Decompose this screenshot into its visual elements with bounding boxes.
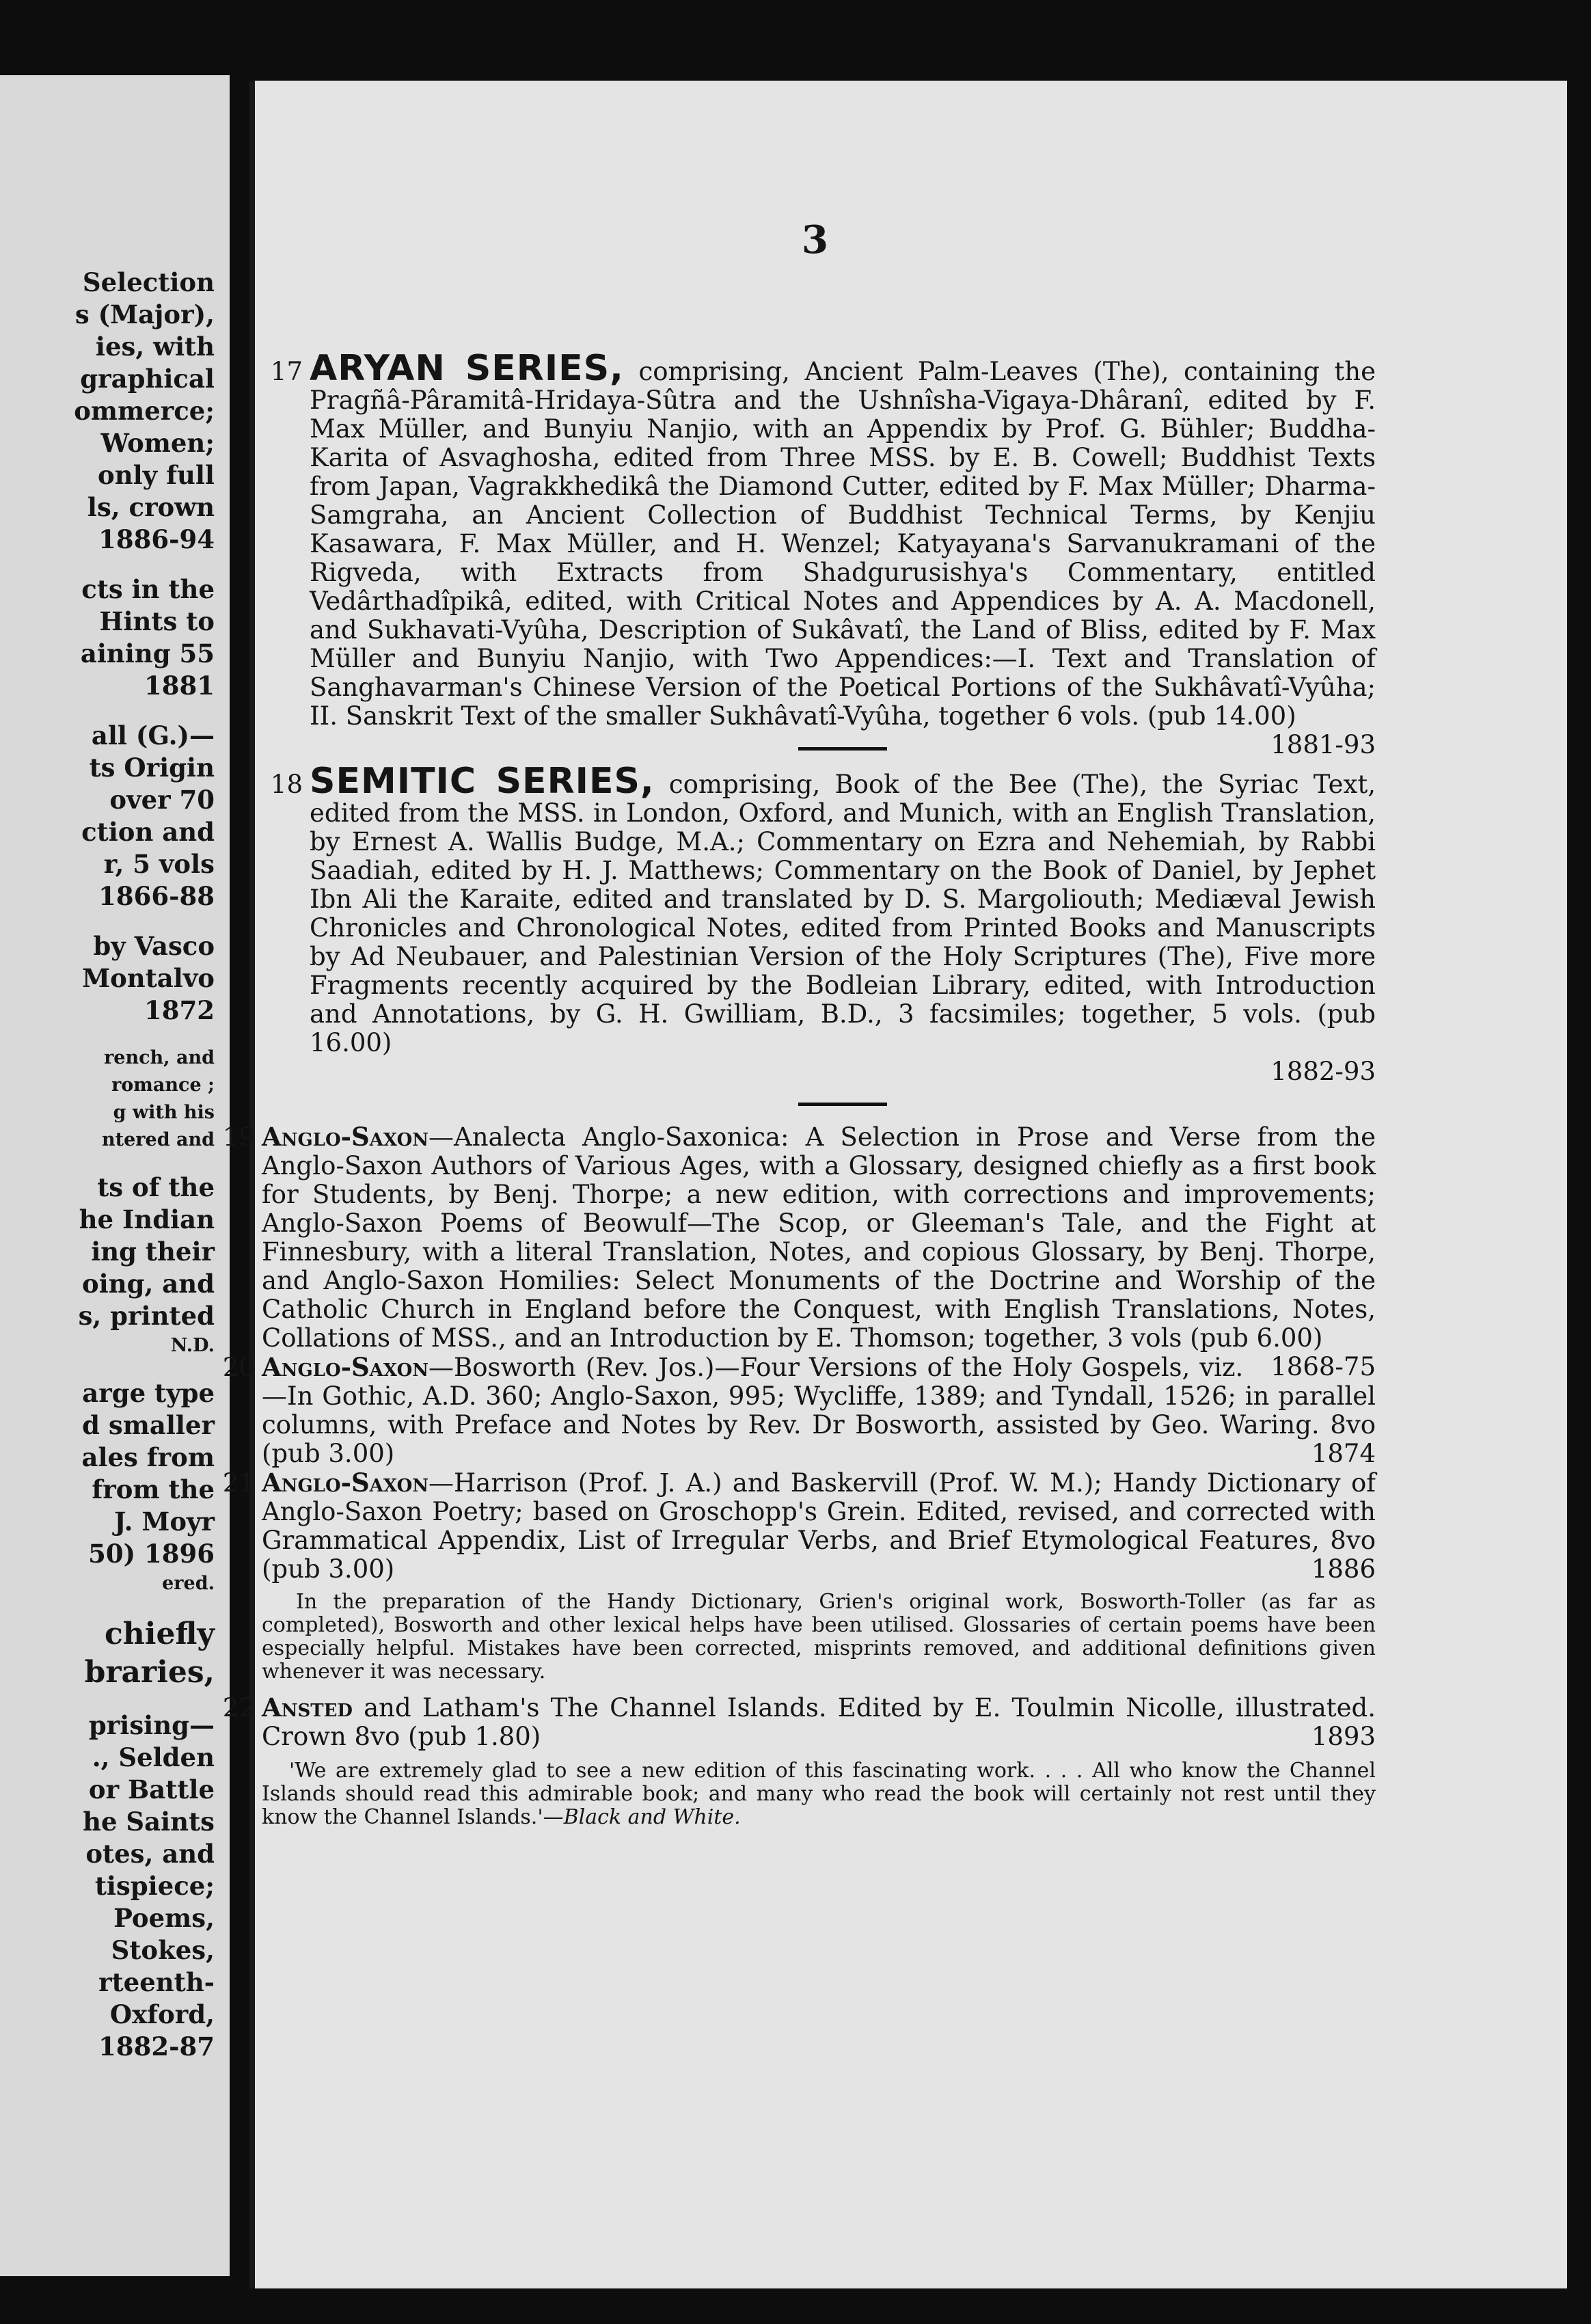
left-fragment-line: or Battle <box>88 1774 215 1805</box>
left-fragment-line: ., Selden <box>92 1742 215 1772</box>
entry-date: 1886 <box>1311 1554 1376 1584</box>
left-fragment-line: 50) 1896 <box>88 1539 215 1569</box>
adjacent-page-fragment <box>0 75 230 2276</box>
left-fragment-line <box>0 913 215 930</box>
left-fragment-line: s (Major), <box>74 299 215 329</box>
entry-text: —Analecta Anglo-Saxonica: A Selection in Prose and Verse from the Anglo-Saxon Authors of Various Ages, with a Glossary, designed chiefly as a first book for Students, by Benj. Thorpe; a new edition, with corrections and improvements; Anglo-Saxon Poems of Beowulf—The Scop, or Gleeman's Tale, and the Fight at Finnesbury, with a literal Translation, Notes, and copious Glossary, by Benj. Thorpe, and Anglo-Saxon Homilies: Select Monuments of the Doctrine and Worship of the Catholic Church in England before the Conquest, with English Translations, Notes, Collations of MSS., and an Introduction by E. Thomson; together, 3 vols (pub 6.00) <box>262 1122 1376 1353</box>
left-fragment-line: 1882-87 <box>98 2031 215 2062</box>
left-fragment-line: from the <box>92 1474 215 1504</box>
left-fragment-line: only full <box>98 460 215 490</box>
left-fragment-line: all (G.)— <box>91 720 215 751</box>
left-fragment-line <box>0 1597 215 1615</box>
left-fragment-line: ing their <box>91 1237 215 1267</box>
left-fragment-line: ntered and <box>102 1129 215 1150</box>
left-fragment-line: r, 5 vols <box>103 849 215 879</box>
left-fragment-line: rteenth- <box>98 1967 215 1997</box>
left-fragment-line: J. Moyr <box>113 1506 215 1537</box>
left-fragment-line: s, printed <box>78 1301 215 1331</box>
left-fragment-line: N.D. <box>170 1335 215 1356</box>
page-content <box>222 272 1376 1829</box>
entry-21-note: In the preparation of the Handy Dictionary, Grien's original work, Bosworth-Toller (as far as completed), Bosworth and other lexical helps have been utilised. Glossaries of certain poems have been especially helpful. Mistakes have been corrected, misprints removed, and additional definitions given whenever it was necessary. <box>262 1590 1376 1684</box>
entry-text: comprising, Book of the Bee (The), the Syriac Text, edited from the MSS. in London, Oxford, and Munich, with an English Translation, by Ernest A. Wallis Budge, M.A.; Commentary on Ezra and Nehemiah, by Rabbi Saadiah, edited by H. J. Matthews; Commentary on the Book of Daniel, by Jephet Ibn Ali the Karaite, edited and translated by D. S. Margoliouth; Mediæval Jewish Chronicles and Chronological Notes, edited from Printed Books and Manuscripts by Ad Neubauer, and Palestinian Version of the Holy Scriptures (The), Five more Fragments recently acquired by the Bodleian Library, edited, with Introduction and Annotations, by G. H. Gwilliam, B.D., 3 facsimiles; together, 5 vols. (pub 16.00) <box>310 770 1376 1057</box>
entry-number: 20 <box>222 1353 255 1382</box>
left-fragment-line: ls, crown <box>87 492 215 522</box>
left-fragment-line: ales from <box>81 1442 215 1472</box>
left-fragment-line <box>0 1154 215 1172</box>
entry-20 <box>222 1352 1376 1468</box>
left-fragment-line: ommerce; <box>74 396 215 426</box>
left-fragment-line: prising— <box>88 1710 215 1740</box>
quote-text: 'We are extremely glad to see a new edition of this fascinating work. . . . All who know the Channel Islands should read this admirable book; and many who read the book will certainly not rest until they know the Channel Islands.'— <box>262 1759 1376 1829</box>
left-fragment-line <box>0 1027 215 1044</box>
left-fragment-line: otes, and <box>85 1839 215 1869</box>
entry-date: 1882-93 <box>1270 1057 1376 1086</box>
entry-21 <box>222 1468 1376 1584</box>
left-fragment-line: by Vasco <box>93 931 215 961</box>
left-fragment-line: Oxford, <box>109 1999 215 2029</box>
left-fragment-line: romance ; <box>111 1075 215 1096</box>
left-fragment-line: Hints to <box>99 606 215 636</box>
entry-22-quote <box>262 1759 1376 1829</box>
left-fragment-line: he Saints <box>83 1807 215 1837</box>
entry-date: 1874 <box>1311 1439 1376 1468</box>
left-fragment-line: over 70 <box>109 785 215 815</box>
entry-heading: SEMITIC SERIES, <box>310 761 655 802</box>
entry-heading: Anglo-Saxon <box>262 1122 429 1152</box>
entry-heading: Anglo-Saxon <box>262 1352 429 1382</box>
left-fragment-line: 1872 <box>144 995 215 1025</box>
left-fragment-line: tispiece; <box>94 1871 215 1901</box>
entry-number: 19 <box>222 1122 255 1152</box>
entry-text: and Latham's The Channel Islands. Edited by E. Toulmin Nicolle, illustrated. Crown 8vo (pub 1.80) <box>262 1693 1376 1751</box>
left-fragment-line: ies, with <box>95 332 215 362</box>
left-fragment-line: ction and <box>81 817 215 847</box>
left-fragment-line <box>0 1692 215 1710</box>
left-fragment-line: 1866-88 <box>98 881 215 911</box>
left-fragment-line: ered. <box>162 1573 215 1594</box>
left-fragment-line: 1881 <box>144 671 215 701</box>
entry-date: 1893 <box>1311 1722 1376 1751</box>
entry-heading: Ansted <box>262 1692 353 1722</box>
section-divider <box>798 747 887 751</box>
entry-number: 22 <box>222 1693 255 1722</box>
left-fragment-line: 1886-94 <box>98 524 215 554</box>
left-fragment-line: Stokes, <box>111 1935 215 1965</box>
entry-18 <box>270 761 1376 1086</box>
entry-text: —Harrison (Prof. J. A.) and Baskervill (Prof. W. M.); Handy Dictionary of Anglo-Saxon Poetry; based on Groschopp's Grein. Edited, revised, and corrected with Grammatical Appendix, List of Irregular Verbs, and Brief Etymological Features, 8vo (pub 3.00) <box>262 1468 1376 1584</box>
left-fragment-line: arge type <box>82 1378 215 1408</box>
left-fragment-line <box>0 702 215 720</box>
left-fragment-line: Poems, <box>113 1903 215 1933</box>
entry-text: comprising, Ancient Palm-Leaves (The), containing the Pragñâ-Pâramitâ-Hridaya-Sûtra and the Ushnîsha-Vigaya-Dhâranî, edited by F. Max Müller, and Bunyiu Nanjio, with an Appendix by Prof. G. Bühler; Buddha-Karita of Asvaghosha, edited from Three MSS. by E. B. Cowell; Buddhist Texts from Japan, Vagrakkhedikâ the Diamond Cutter, edited by F. Max Müller; Dharma-Samgraha, an Ancient Collection of Buddhist Technical Terms, by Kenjiu Kasawara, F. Max Müller, and H. Wenzel; Katyayana's Sarvanukramani of the Rigveda, with Extracts from Shadgurusishya's Commentary, entitled Vedârthadîpikâ, edited, with Critical Notes and Appendices by A. A. Macdonell, and Sukhavati-Vyûha, Description of Sukâvatî, the Land of Bliss, edited by F. Max Müller and Bunyiu Nanjio, with Two Appendices:—I. Text and Translation of Sanghavarman's Chinese Version of the Poetical Portions of the Sukhâvatî-Vyûha; II. Sanskrit Text of the smaller Sukhâvatî-Vyûha, together 6 vols. (pub 14.00) <box>310 357 1376 731</box>
left-fragment-line: aining 55 <box>80 638 215 668</box>
left-fragment-line: oing, and <box>81 1269 215 1299</box>
left-fragment-line <box>0 1360 215 1377</box>
left-fragment-line: g with his <box>113 1102 215 1123</box>
left-fragment-line: ts of the <box>97 1172 215 1202</box>
left-fragment-line: Montalvo <box>82 963 215 993</box>
entry-date: 1881-93 <box>1270 730 1376 759</box>
entry-number: 21 <box>222 1468 255 1498</box>
quote-source: Black and White. <box>563 1805 741 1829</box>
left-fragment-line: graphical <box>80 364 215 394</box>
adjacent-page-text <box>0 267 215 2063</box>
left-fragment-line: d smaller <box>82 1410 215 1440</box>
entry-number: 17 <box>270 357 303 386</box>
section-divider <box>798 1103 887 1106</box>
left-fragment-line: he Indian <box>79 1204 215 1234</box>
left-fragment-line: cts in the <box>81 574 215 604</box>
left-fragment-line <box>0 556 215 573</box>
left-fragment-line: ts Origin <box>89 753 215 783</box>
left-fragment-line: Women; <box>100 428 215 458</box>
left-fragment-line: chiefly <box>104 1617 215 1651</box>
entry-text: —Bosworth (Rev. Jos.)—Four Versions of the Holy Gospels, viz.—In Gothic, A.D. 360; Anglo-Saxon, 995; Wycliffe, 1389; and Tyndall, 1526; in parallel columns, with Preface and Notes by Rev. Dr Bosworth, assisted by Geo. Waring. 8vo (pub 3.00) <box>262 1353 1376 1468</box>
left-fragment-line: braries, <box>84 1655 215 1690</box>
entry-date: 1868-75 <box>1270 1352 1376 1381</box>
entry-number: 18 <box>270 770 303 799</box>
left-fragment-line: rench, and <box>104 1047 215 1068</box>
catalogue-page <box>222 81 1567 2288</box>
entry-22 <box>222 1692 1376 1751</box>
entry-heading: ARYAN SERIES, <box>310 348 624 389</box>
entry-heading: Anglo-Saxon <box>262 1468 429 1498</box>
page-number: 3 <box>802 217 828 262</box>
left-fragment-line: Selection <box>82 267 215 297</box>
entry-17 <box>270 348 1376 759</box>
